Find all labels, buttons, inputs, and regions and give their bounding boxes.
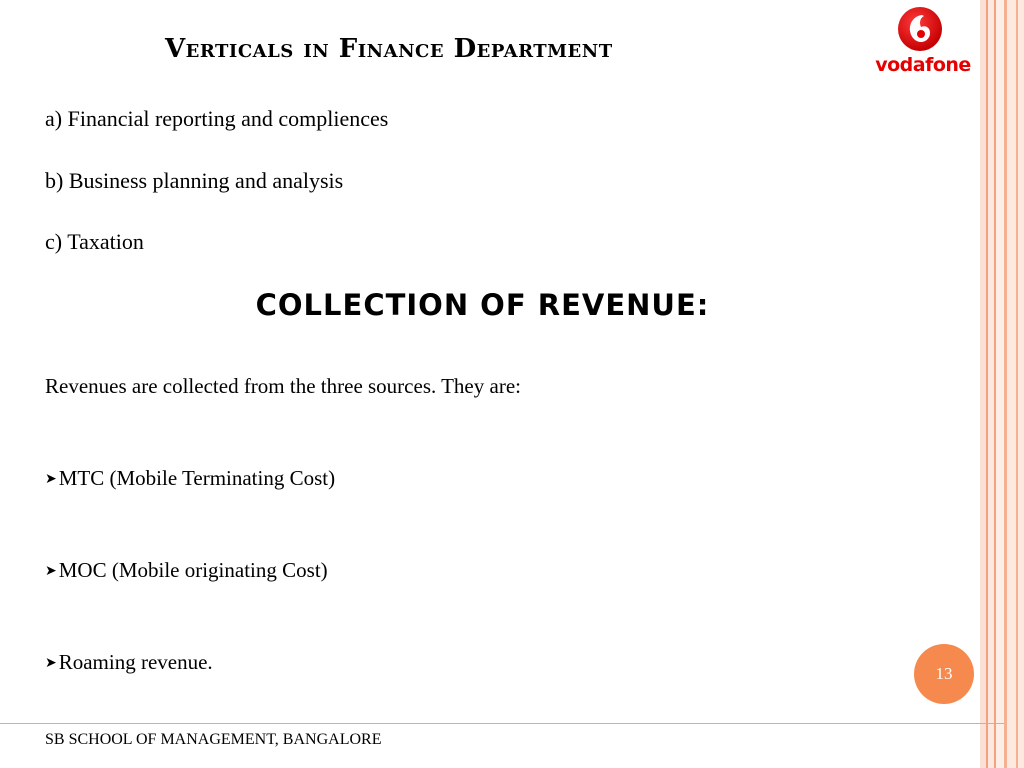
vertical-item-1: a) Financial reporting and compliences [45,106,389,131]
footer-divider [0,723,1004,724]
arrow-bullet-icon: ➤ [45,655,57,671]
slide-title: Verticals in Finance Department [165,34,613,64]
source-moc: MOC (Mobile originating Cost) [58,558,328,582]
source-roaming: Roaming revenue. [58,650,213,674]
vodafone-wordmark: vodafone [875,54,971,76]
right-decorative-border-inner [1004,0,1024,768]
footer-text: SB SCHOOL OF MANAGEMENT, BANGALORE [45,731,382,748]
arrow-bullet-icon: ➤ [45,471,57,487]
vertical-item-2: b) Business planning and analysis [45,168,344,193]
list-item [45,558,328,583]
list-item [45,650,213,675]
source-mtc: MTC (Mobile Terminating Cost) [58,466,336,490]
list-item [45,466,335,491]
intro-text: Revenues are collected from the three sources. They are: [45,374,521,398]
section-heading: COLLECTION OF REVENUE: [255,288,710,322]
vertical-item-3: c) Taxation [45,229,144,254]
vodafone-speechmark-icon [897,6,943,52]
arrow-bullet-icon: ➤ [45,563,57,579]
vodafone-logo [866,4,978,80]
page-number-badge: 13 [914,644,974,704]
